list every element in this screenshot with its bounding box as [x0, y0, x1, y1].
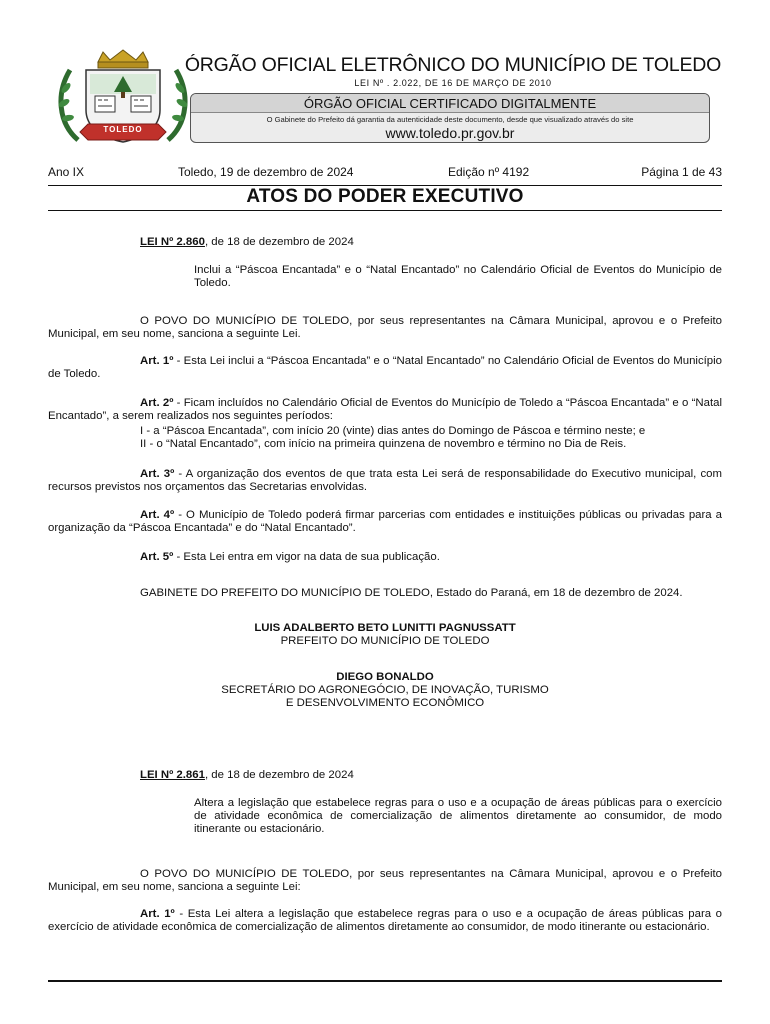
- article-text: - A organização dos eventos de que trata esta Lei será de responsabilidade do Executivo municipal, com recursos previstos nos orçamentos das Secretarias envolvidas.: [48, 468, 722, 493]
- article-3: [48, 468, 722, 494]
- article-label: Art. 4º: [140, 509, 175, 521]
- article-label: Art. 3º: [140, 468, 175, 480]
- article-1: [48, 355, 722, 381]
- article-label: Art. 1º: [140, 355, 174, 367]
- edition-meta-row: [48, 165, 722, 179]
- edition-number: Edição nº 4192: [448, 165, 530, 179]
- page-footer-divider: [48, 980, 722, 982]
- signatory-2-role-line-2: E DESENVOLVIMENTO ECONÔMICO: [285, 697, 485, 709]
- law-preamble: O POVO DO MUNICÍPIO DE TOLEDO, por seus representantes na Câmara Municipal, aprovou e o Prefeito Municipal, em seu nome, sanciona a seguinte Lei:: [48, 868, 722, 893]
- article-text: - O Município de Toledo poderá firmar parcerias com entidades e instituições públicas ou privadas para a organização da “Páscoa Encantada” e do “Natal Encantado”.: [48, 509, 722, 534]
- edition-year: Ano IX: [48, 165, 85, 179]
- certification-url[interactable]: www.toledo.pr.gov.br: [385, 125, 515, 141]
- digital-certification-box: [190, 93, 710, 143]
- article-text: - Esta Lei altera a legislação que estabelece regras para o uso e a ocupação de áreas públicas para o exercício de atividade econômica de comercialização de alimentos diretamente ao consumidor, de modo itinerante ou estacionário.: [48, 908, 723, 933]
- certification-title: ÓRGÃO OFICIAL CERTIFICADO DIGITALMENTE: [191, 94, 709, 113]
- article-2-item-1: I - a “Páscoa Encantada”, com início 20 (vinte) dias antes do Domingo de Páscoa e término neste; e: [140, 425, 646, 437]
- article-text: - Ficam incluídos no Calendário Oficial de Eventos do Município de Toledo a “Páscoa Encantada” e o “Natal Encantado”, a serem realizados nos seguintes períodos:: [48, 397, 723, 422]
- article-text: - Esta Lei entra em vigor na data de sua publicação.: [173, 551, 440, 563]
- page-counter: Página 1 de 43: [641, 165, 722, 179]
- gazette-header: [48, 48, 722, 148]
- certification-notice: O Gabinete do Prefeito dá garantia da autenticidade deste documento, desde que visualizado através do site: [266, 115, 634, 124]
- article-label: Art. 2º: [140, 397, 174, 409]
- law-date: , de 18 de dezembro de 2024: [204, 236, 354, 248]
- law-preamble: O POVO DO MUNICÍPIO DE TOLEDO, por seus representantes na Câmara Municipal, aprovou e o Prefeito Municipal, em seu nome, sanciona a seguinte Lei.: [48, 315, 722, 340]
- section-divider: [48, 210, 722, 211]
- article-2-item-2: II - o “Natal Encantado”, com início na primeira quinzena de novembro e término no Dia de Reis.: [140, 438, 627, 450]
- law-number-link[interactable]: LEI Nº 2.860: [140, 236, 205, 248]
- law-ementa: Inclui a “Páscoa Encantada” e o “Natal Encantado” no Calendário Oficial de Eventos do Município de Toledo.: [194, 264, 722, 289]
- law-closing: GABINETE DO PREFEITO DO MUNICÍPIO DE TOLEDO, Estado do Paraná, em 18 de dezembro de 2024.: [140, 587, 683, 599]
- article-5: [140, 551, 722, 564]
- gazette-law-reference: LEI Nº . 2.022, DE 16 DE MARÇO DE 2010: [354, 78, 552, 88]
- edition-date: Toledo, 19 de dezembro de 2024: [178, 165, 354, 179]
- article-4: [48, 509, 722, 535]
- gazette-title: ÓRGÃO OFICIAL ELETRÔNICO DO MUNICÍPIO DE TOLEDO: [184, 54, 722, 76]
- signatory-2-name: DIEGO BONALDO: [336, 671, 434, 683]
- toledo-coat-of-arms-logo: [48, 48, 198, 148]
- law-heading: [140, 769, 700, 782]
- article-text: - Esta Lei inclui a “Páscoa Encantada” e o “Natal Encantado” no Calendário Oficial de Eventos do Município de Toledo.: [48, 355, 723, 380]
- article-2: [48, 397, 722, 423]
- article-label: Art. 1º: [140, 908, 175, 920]
- signatory-2-role-line-1: SECRETÁRIO DO AGRONEGÓCIO, DE INOVAÇÃO, TURISMO: [221, 684, 549, 696]
- section-title: ATOS DO PODER EXECUTIVO: [246, 186, 524, 207]
- law-heading: [140, 236, 700, 249]
- article-1: [48, 908, 722, 934]
- article-label: Art. 5º: [140, 551, 174, 563]
- signatory-1-role: PREFEITO DO MUNICÍPIO DE TOLEDO: [280, 635, 490, 647]
- law-date: , de 18 de dezembro de 2024: [204, 769, 354, 781]
- crest-ribbon-label: TOLEDO: [103, 125, 143, 134]
- law-ementa: Altera a legislação que estabelece regras para o uso e a ocupação de áreas públicas para o exercício de atividade econômica de comercialização de alimentos diretamente ao consumidor, de modo itinerante ou estacionário.: [194, 797, 722, 835]
- signatory-1-name: LUIS ADALBERTO BETO LUNITTI PAGNUSSATT: [254, 622, 516, 634]
- law-number-link[interactable]: LEI Nº 2.861: [140, 769, 205, 781]
